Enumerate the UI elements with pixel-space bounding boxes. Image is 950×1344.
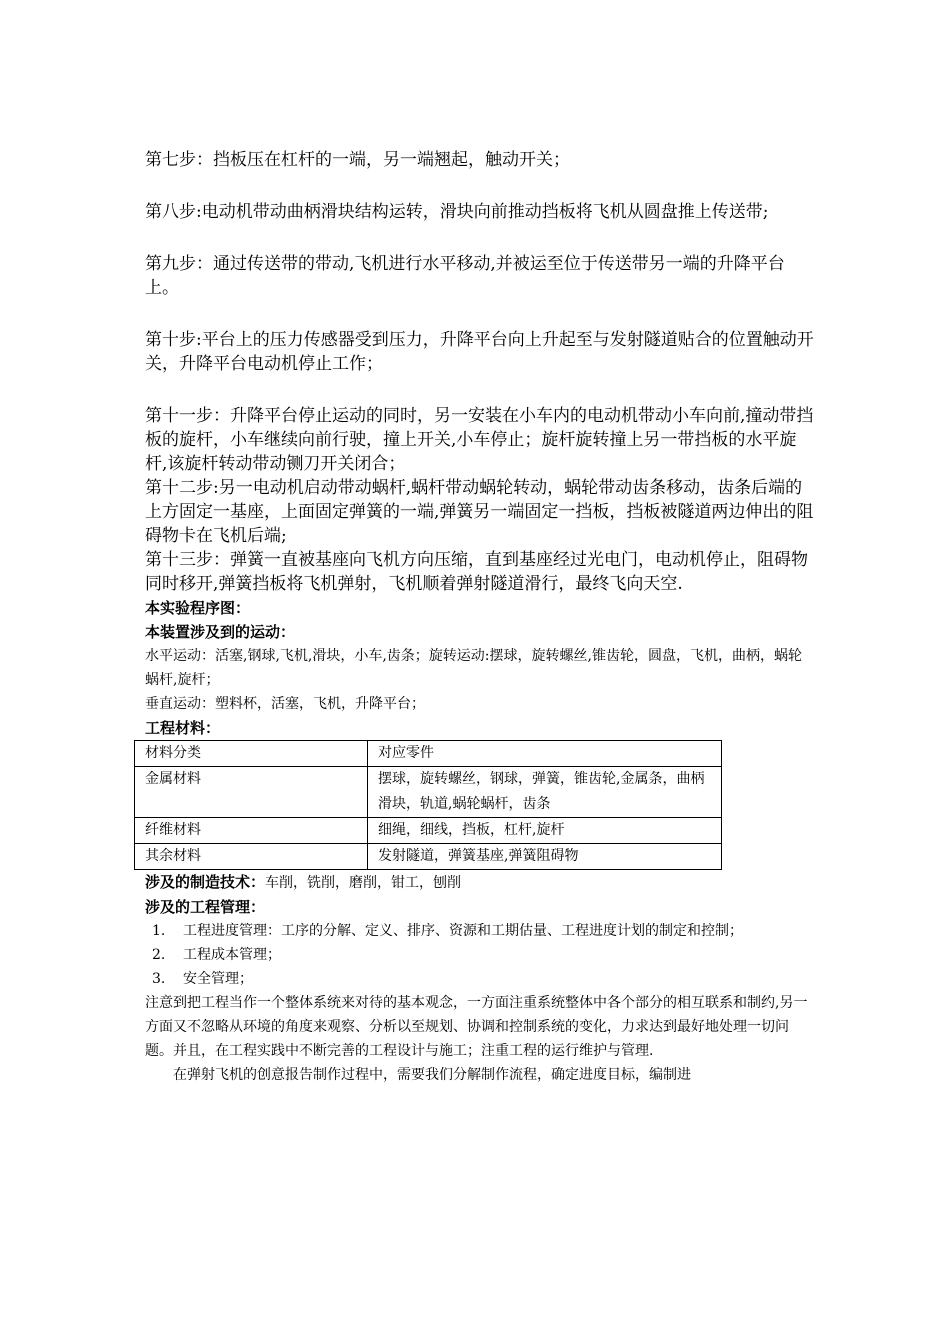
- program-heading: 本实验程序图：: [145, 599, 251, 617]
- table-header-cell: 材料分类: [135, 741, 368, 767]
- paragraph-report: 在弹射飞机的创意报告制作过程中，需要我们分解制作流程，确定进度目标，编制进: [173, 1067, 691, 1083]
- list-number: 3.: [152, 971, 166, 987]
- step-11: 第十一步：升降平台停止运动的同时，另一安装在小车内的电动机带动小车向前,撞动带挡板的旋杆，小车继续向前行驶，撞上开关,小车停止；旋杆旋转撞上另一带挡板的水平旋杆,该旋杆转动带动铡刀开关闭合；: [145, 406, 814, 474]
- table-row: [135, 844, 722, 870]
- list-text: 工程进度管理：工序的分解、定义、排序、资源和工期估量、工程进度计划的制定和控制；: [183, 923, 743, 939]
- management-heading: 涉及的工程管理：: [145, 898, 266, 916]
- list-text: 工程成本管理；: [183, 947, 281, 963]
- vertical-motion: 垂直运动：塑料杯，活塞，飞机，升降平台；: [145, 696, 425, 712]
- document-page: [145, 148, 815, 1087]
- list-number: 2.: [152, 947, 166, 963]
- table-cell: 纤维材料: [135, 818, 368, 844]
- table-header-row: [135, 741, 722, 767]
- step-12: 第十二步:另一电动机启动带动蜗杆,蜗杆带动蜗轮转动，蜗轮带动齿条移动，齿条后端的上方固定一基座，上面固定弹簧的一端,弹簧另一端固定一挡板，挡板被隧道两边伸出的阻碍物卡在飞机后端;: [145, 478, 814, 546]
- table-row: [135, 818, 722, 844]
- paragraph-system: 注意到把工程当作一个整体系统来对待的基本观念，一方面注重系统整体中各个部分的相互联系和制约,另一方面又不忽略从环境的角度来观察、分析以至规划、协调和控制系统的变化，力求达到最好地处理一切问题。并且，在工程实践中不断完善的工程设计与施工；注重工程的运行维护与管理.: [145, 995, 808, 1059]
- step-8: 第八步:电动机带动曲柄滑块结构运转，滑块向前推动挡板将飞机从圆盘推上传送带;: [145, 202, 769, 222]
- table-row: [135, 767, 722, 818]
- table-cell: 细绳，细线，挡板，杠杆,旋杆: [368, 818, 722, 844]
- step-7: 第七步：挡板压在杠杆的一端，另一端翘起，触动开关；: [145, 150, 570, 170]
- materials-heading: 工程材料：: [145, 719, 221, 737]
- table-header-cell: 对应零件: [368, 741, 722, 767]
- table-cell: 摆球，旋转螺丝，钢球，弹簧，锥齿轮,金属条，曲柄滑块，轨道,蜗轮蜗杆，齿条: [368, 767, 722, 818]
- horizontal-motion: 水平运动：活塞,钢球,飞机,滑块，小车,齿条；旋转运动:摆球，旋转螺丝,锥齿轮，圆盘，飞机，曲柄，蜗轮蜗杆,旋杆；: [145, 648, 802, 688]
- table-cell: 金属材料: [135, 767, 368, 818]
- list-item: [145, 943, 815, 967]
- materials-table: [134, 740, 722, 870]
- list-item: [145, 919, 815, 943]
- table-cell: 发射隧道，弹簧基座,弹簧阻碍物: [368, 844, 722, 870]
- list-number: 1.: [152, 923, 166, 939]
- step-13: 第十三步：弹簧一直被基座向飞机方向压缩，直到基座经过光电门，电动机停止，阻碍物同时移开,弹簧挡板将飞机弹射，飞机顺着弹射隧道滑行，最终飞向天空.: [145, 550, 808, 594]
- list-item: [145, 967, 815, 991]
- list-text: 安全管理；: [183, 971, 253, 987]
- step-9: 第九步：通过传送带的带动,飞机进行水平移动,并被运至位于传送带另一端的升降平台上。: [145, 254, 785, 298]
- management-list: [145, 919, 815, 991]
- tech-line: [145, 870, 815, 895]
- step-10: 第十步:平台上的压力传感器受到压力，升降平台向上升起至与发射隧道贴合的位置触动开关，升降平台电动机停止工作；: [145, 330, 814, 374]
- tech-value: 车削，铣削，磨削，钳工，刨削: [265, 875, 462, 891]
- motion-heading: 本装置涉及到的运动：: [145, 623, 296, 641]
- table-cell: 其余材料: [135, 844, 368, 870]
- tech-heading: 涉及的制造技术：: [145, 873, 266, 891]
